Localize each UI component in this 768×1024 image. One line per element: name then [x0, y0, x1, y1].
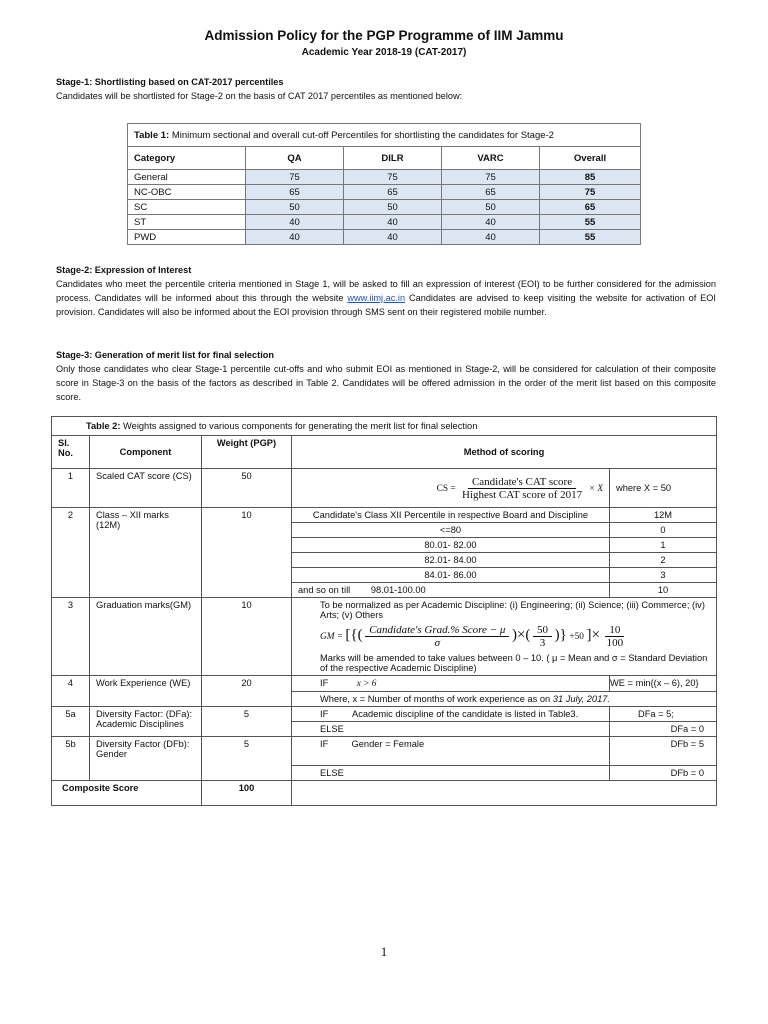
table2 — [51, 416, 717, 806]
table2-band: 82.01- 84.00 2 — [52, 553, 717, 568]
table1-row: General 75 75 75 85 — [128, 170, 641, 185]
table2-row-we: 4 Work Experience (WE) 20 IF x > 6 WE = min{(x – 6), 20} — [52, 676, 717, 692]
table2-row-dfb-else: ELSE DFb = 0 — [52, 766, 717, 781]
stage3-section — [56, 348, 716, 404]
stage2-section — [56, 263, 716, 319]
table2-band: 80.01- 82.00 1 — [52, 538, 717, 553]
table1-row: ST 40 40 40 55 — [128, 215, 641, 230]
stage1-text: Candidates will be shortlisted for Stage-2 on the basis of CAT 2017 percentiles as mentioned below: — [56, 91, 463, 101]
table1-header: Category QA DILR VARC Overall — [128, 147, 641, 170]
table2-band: 84.01- 86.00 3 — [52, 568, 717, 583]
stage3-heading: Stage-3: Generation of merit list for final selection — [56, 350, 274, 360]
table2-caption: Table 2: Weights assigned to various components for generating the merit list for final selection — [52, 417, 717, 436]
table2-band: <=80 0 — [52, 523, 717, 538]
table2-band: and so on till 98.01-100.00 10 — [52, 583, 717, 598]
table2-row-dfa: 5a Diversity Factor: (DFa): Academic Disciplines 5 IF Academic discipline of the candidate is listed in Table3. DFa = 5; — [52, 707, 717, 722]
table1-caption: Table 1: Minimum sectional and overall cut-off Percentiles for shortlisting the candidates for Stage-2 — [128, 124, 641, 147]
table2-row-12m: 2 Class – XII marks (12M) 10 Candidate's Class XII Percentile in respective Board and Discipline 12M — [52, 508, 717, 523]
table2-row-composite: Composite Score 100 — [52, 781, 717, 806]
page-subtitle: Academic Year 2018-19 (CAT-2017) — [301, 47, 467, 58]
page-title: Admission Policy for the PGP Programme of IIM Jammu — [204, 28, 564, 43]
table1-row: SC 50 50 50 65 — [128, 200, 641, 215]
stage3-text: Only those candidates who clear Stage-1 percentile cut-offs and who submit EOI as mentioned in Stage-2, will be considered for calculation of their composite score in Stage-3 on the basis of the factors as described in Table 2. Candidates will be offered admission in the order of the merit list based on this composite score. — [56, 364, 716, 402]
table2-row-dfa-else: ELSE DFa = 0 — [52, 722, 717, 737]
table2-row-gm: 3 Graduation marks(GM) 10 To be normalized as per Academic Discipline: (i) Engineering; (ii) Science; (iii) Commerce; (iv) Arts; (v) Others GM = [{( $\frac{\text{Candidate's Grad.\% Score − μ}}{\sigma}$ )×( $\frac{50}{3}$ )} +50 ]× $\frac{10}{100}$ Marks will be amended to take values between 0 – 10. ( μ = Mean and σ = Standard Deviation of the respective Academic Discipline) — [52, 598, 717, 676]
stage1-section — [56, 75, 716, 103]
table1-row: PWD 40 40 40 55 — [128, 230, 641, 245]
table2-row-we-note: Where, x = Number of months of work experience as on 31 July, 2017. — [52, 692, 717, 707]
website-link[interactable]: www.iimj.ac.in — [347, 293, 406, 303]
stage2-heading: Stage-2: Expression of Interest — [56, 265, 192, 275]
table2-row-dfb: 5b Diversity Factor (DFb): Gender 5 IF Gender = Female DFb = 5 — [52, 737, 717, 766]
stage1-heading: Stage-1: Shortlisting based on CAT-2017 percentiles — [56, 77, 284, 87]
page-number: 1 — [380, 944, 388, 959]
table2-header: Sl. No. Component Weight (PGP) Method of scoring — [52, 436, 717, 469]
table1 — [127, 123, 641, 245]
table1-row: NC-OBC 65 65 65 75 — [128, 185, 641, 200]
stage2-text: Candidates who meet the percentile criteria mentioned in Stage 1, will be asked to fill an expression of interest (EOI) to be further considered for the admission process. Candidates will be informed about this through the website www.iimj.ac.in Candidates are advised to keep visiting the website for activation of EOI provision. Candidates will also be informed about the EOI provision through SMS sent on their registered mobile number. — [56, 279, 716, 317]
table2-row-cs: 1 Scaled CAT score (CS) 50 CS = $\frac{\text{Candidate's CAT score}}{\text{Highest CAT score of 2017}}$ × X where X = 50 — [52, 469, 717, 508]
